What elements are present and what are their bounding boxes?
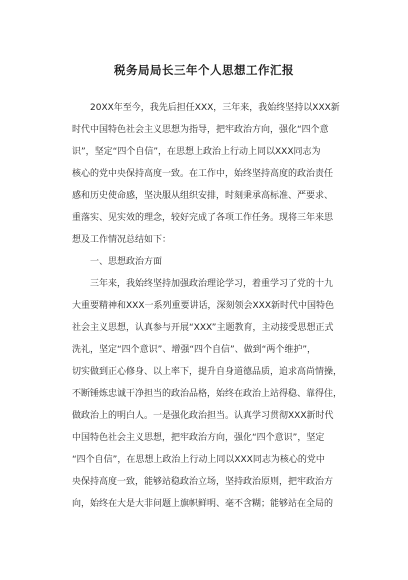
body-line: 核心的党中央保持高度一致。在工作中，始终坚持高度的政治责任: [72, 169, 334, 179]
body-line: 大重要精神和XXX一系列重要讲话，深刻领会XXX新时代中国特色: [72, 301, 334, 311]
body-line: 社会主义思想，认真参与开展“XXX”主题教育，主动接受思想正式: [72, 323, 334, 333]
body-line: 三年来，我始终坚持加强政治理论学习，着重学习了党的十九: [72, 279, 334, 289]
document-title: 税务局局长三年个人思想工作汇报: [114, 63, 294, 77]
body-line: 央保持高度一致，能够站稳政治立场，坚持政治原则，把牢政治方: [72, 477, 334, 487]
body-line: 做政治上的明白人。一是强化政治担当。认真学习贯彻XXX新时代: [72, 411, 334, 421]
section-heading: 一、思想政治方面: [72, 257, 163, 267]
body-line: 洗礼，坚定“四个意识”、增强“四个自信”、做到“两个维护”，: [72, 345, 316, 355]
body-line: 不断锤炼忠诚干净担当的政治品格，始终在政治上站得稳、靠得住，: [72, 389, 343, 399]
body-line: 想及工作情况总结如下：: [72, 235, 172, 245]
body-line: 重落实、见实效的理念，较好完成了各项工作任务。现将三年来思: [72, 213, 334, 223]
body-line: 中国特色社会主义思想，把牢政治方向，强化“四个意识”，坚定: [72, 433, 325, 443]
body-line: 识”，坚定“四个自信”，在思想上政治上行动上同以XXX同志为: [72, 147, 321, 157]
body-line: 时代中国特色社会主义思想为指导，把牢政治方向，强化“四个意: [72, 125, 329, 135]
body-line: 20XX年至今，我先后担任XXX，三年来，我始终坚持以XXX新: [72, 103, 340, 113]
body-line: “四个自信”，在思想上政治上行动上同以XXX同志为核心的党中: [72, 455, 325, 465]
body-line: 向，始终在大是大非问题上旗帜鲜明、毫不含糊；能够站在全局的: [72, 499, 334, 509]
body-line: 切实做到正心修身、以上率下，提升自身道德品质，追求高尚情操，: [72, 367, 343, 377]
body-line: 感和历史使命感，坚决服从组织安排，时刻秉承高标准、严要求、: [72, 191, 334, 201]
